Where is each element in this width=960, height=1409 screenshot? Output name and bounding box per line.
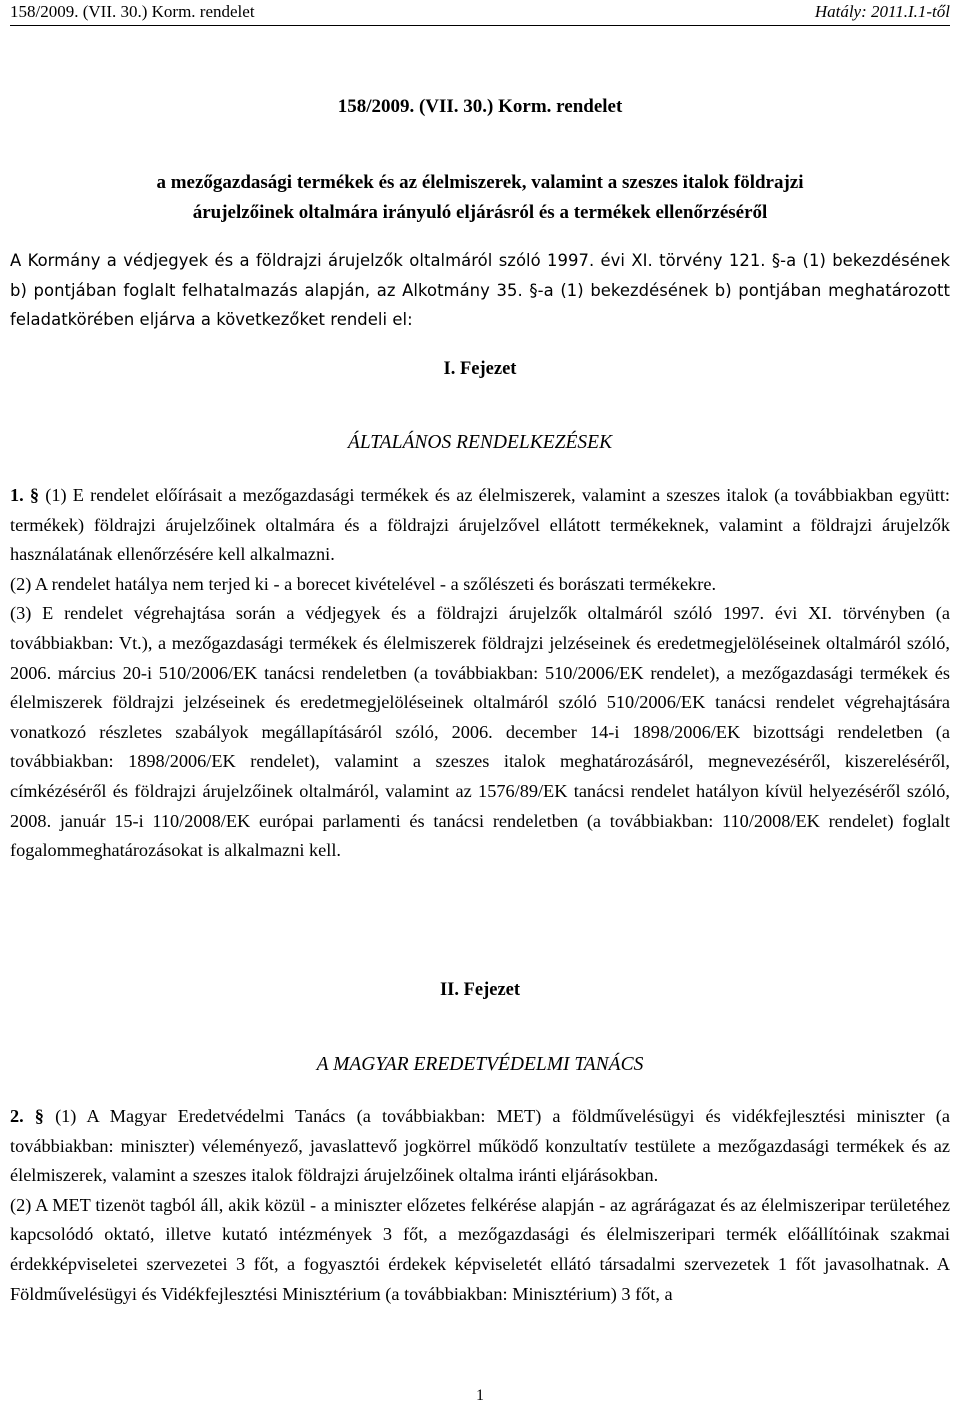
document-subtitle [10, 168, 950, 228]
subtitle-line-1: a mezőgazdasági termékek és az élelmiszerek, valamint a szeszes italok földrajzi [156, 172, 804, 193]
chapter-2-title: A MAGYAR EREDETVÉDELMI TANÁCS [316, 1054, 644, 1075]
chapter-2-number: II. Fejezet [439, 980, 521, 1000]
section-1-para-1: 1. § (1) E rendelet előírásait a mezőgazdasági termékek és az élelmiszerek, valamint a szeszes italok (a továbbiakban együtt: termékek) földrajzi árujelzőinek oltalmára és a földrajzi árujelzővel ellátott termékeknek, valamint a földrajzi árujelzők használatának ellenőrzésére kell alkalmazni. [10, 485, 950, 565]
section-1-para-2: (2) A rendelet hatálya nem terjed ki - a borecet kivételével - a szőlészeti és borászati termékekre. [10, 573, 717, 594]
section-2 [10, 1102, 950, 1309]
preamble: A Kormány a védjegyek és a földrajzi árujelzők oltalmáról szóló 1997. évi XI. törvény 121. §-a (1) bekezdésének b) pontjában foglalt felhatalmazás alapján, az Alkotmány 35. §-a (1) bekezdésének b) pontjában meghatározott feladatkörében eljárva a következőket rendeli el: [10, 251, 950, 329]
subtitle-line-2: árujelzőinek oltalmára irányuló eljárásról és a termékek ellenőrzéséről [192, 202, 768, 223]
section-1 [10, 481, 950, 866]
chapter-1-number: I. Fejezet [443, 359, 517, 379]
section-1-number: 1. § [10, 485, 40, 505]
header-document-id: 158/2009. (VII. 30.) Korm. rendelet [10, 2, 255, 21]
section-2-para-1: 2. § (1) A Magyar Eredetvédelmi Tanács (a továbbiakban: MET) a földművelésügyi és vidékfejlesztési miniszter (a továbbiakban: miniszter) véleményező, javaslattevő jogkörrel működő konzultatív testülete a mezőgazdasági termékek és az élelmiszerek, valamint a szeszes italok földrajzi árujelzőinek oltalma iránti eljárásokban. [10, 1106, 951, 1186]
header-effective-date: Hatály: 2011.I.1-től [814, 2, 950, 21]
header-divider [10, 25, 950, 26]
chapter-1-title: ÁLTALÁNOS RENDELKEZÉSEK [347, 432, 613, 453]
section-2-number: 2. § [10, 1106, 44, 1126]
page-number: 1 [476, 1387, 484, 1404]
document-title: 158/2009. (VII. 30.) Korm. rendelet [337, 96, 623, 117]
section-2-para-2: (2) A MET tizenöt tagból áll, akik közül - a miniszter előzetes felkérése alapján - az agrárágazat és az élelmiszeripar területéhez kapcsolódó oktató, illetve kutató intézmények 3 főt, a mezőgazdasági és élelmiszeripari termék előállítóinak szakmai érdekképviseletei szervezetei 3 főt, a fogyasztói érdekek képviseletét ellátó társadalmi szervezetek 1 főt javasolhatnak. A Földművelésügyi és Vidékfejlesztési Minisztérium (a továbbiakban: Minisztérium) 3 főt, a [10, 1194, 950, 1304]
running-header [10, 0, 950, 26]
section-1-para-3: (3) E rendelet végrehajtása során a védjegyek és a földrajzi árujelzők oltalmáról szóló 1997. évi XI. törvényben (a továbbiakban: Vt.), a mezőgazdasági termékek és élelmiszerek földrajzi jelzéseinek és eredetmegjelöléseinek oltalmáról szóló, 2006. március 20-i 510/2006/EK tanácsi rendeletben (a továbbiakban: 510/2006/EK rendelet), a mezőgazdasági termékek és élelmiszerek földrajzi jelzéseinek és eredetmegjelöléseinek oltalmáról szóló 510/2006/EK tanácsi rendelet végrehajtására vonatkozó részletes szabályok megállapításáról szóló, 2006. december 14-i 1898/2006/EK bizottsági rendeletben (a továbbiakban: 1898/2006/EK rendelet), valamint a szeszes italok meghatározásáról, megnevezéséről, kiszereléséről, címkézéséről és földrajzi árujelzőinek oltalmáról, valamint az 1576/89/EK tanácsi rendelet hatályon kívül helyezéséről szóló, 2008. január 15-i 110/2008/EK európai parlamenti és tanácsi rendeletben (a továbbiakban: 110/2008/EK rendelet) foglalt fogalommeghatározásokat is alkalmazni kell. [10, 603, 950, 861]
